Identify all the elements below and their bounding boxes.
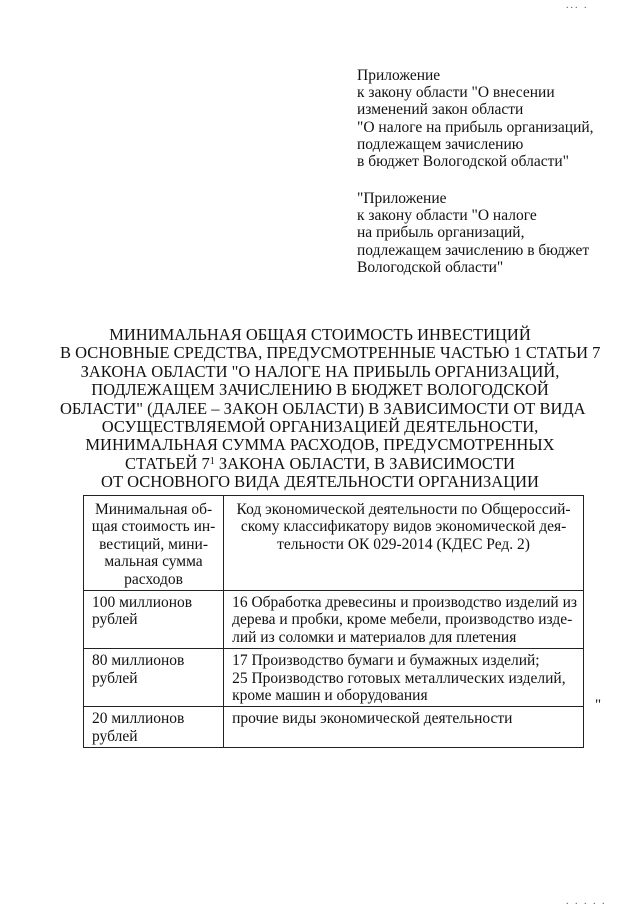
appendix-line: подлежащем зачислению в бюджет [357, 241, 590, 259]
cell-line: 25 Производство готовых металлических изделий, [232, 669, 566, 687]
appendix-line: изменений закон области [357, 101, 524, 119]
title-line: МИНИМАЛЬНАЯ СУММА РАСХОДОВ, ПРЕДУСМОТРЕННЫХ [85, 435, 555, 455]
superscript: 1 [209, 455, 215, 467]
amount-cell [84, 649, 224, 707]
cell-line: 16 Обработка древесины и производство изделий из [232, 594, 577, 612]
amount-cell [84, 591, 224, 649]
title-line: ЗАКОНА ОБЛАСТИ "О НАЛОГЕ НА ПРИБЫЛЬ ОРГАНИЗАЦИЙ, [80, 361, 560, 381]
investment-thresholds-table [83, 495, 584, 748]
appendix-line: Приложение [357, 67, 441, 84]
header-cell-amount [84, 496, 224, 591]
cell-line: рублей [92, 669, 138, 687]
appendix-line: "Приложение [357, 190, 447, 207]
table-row [84, 707, 584, 748]
activity-cell [224, 649, 584, 707]
appendix-line: Вологодской области" [357, 258, 504, 276]
cell-line: 100 миллионов [92, 594, 193, 612]
appendix-line: в бюджет Вологодской области" [357, 153, 570, 171]
title-text: ЗАКОНА ОБЛАСТИ, В ЗАВИСИМОСТИ [214, 453, 515, 473]
header-line: Код экономической деятельности по Общероссий- [236, 501, 571, 518]
cell-line: 20 миллионов [92, 710, 185, 728]
appendix-line: к закону области "О внесении [357, 84, 555, 102]
closing-quote-mark: " [595, 697, 602, 713]
title-line: ОСУЩЕСТВЛЯЕМОЙ ОРГАНИЗАЦИЕЙ ДЕЯТЕЛЬНОСТИ, [101, 417, 539, 437]
title-line: В ОСНОВНЫЕ СРЕДСТВА, ПРЕДУСМОТРЕННЫЕ ЧАСТЬЮ 1 СТАТЬИ 7 [60, 343, 601, 363]
appendix-line: "О налоге на прибыль организаций, [357, 118, 594, 136]
header-line: Минимальная об- [94, 501, 213, 518]
appendix-note-base-law [357, 190, 617, 276]
amount-cell [84, 707, 224, 748]
header-line: щая стоимость ин- [91, 518, 216, 536]
header-line: скому классификатору видов экономической дея- [240, 518, 567, 536]
appendix-line: к закону области "О налоге [357, 207, 537, 225]
title-line: ОТ ОСНОВНОГО ВИДА ДЕЯТЕЛЬНОСТИ ОРГАНИЗАЦИИ [101, 472, 539, 492]
cell-line: 17 Производство бумаги и бумажных изделий; [232, 652, 540, 670]
cell-line: прочие виды экономической деятельности [232, 710, 513, 728]
header-line: мальная сумма [104, 553, 203, 571]
cell-line: лий из соломки и материалов для плетения [232, 628, 517, 646]
cell-line: рублей [92, 727, 138, 745]
header-line: расходов [124, 570, 183, 588]
title-line: МИНИМАЛЬНАЯ ОБЩАЯ СТОИМОСТЬ ИНВЕСТИЦИЙ [109, 325, 531, 344]
table-row [84, 591, 584, 649]
table-header-row [84, 496, 584, 591]
appendix-line: на прибыль организаций, [357, 224, 525, 242]
appendix-note-amending-law [357, 67, 617, 170]
cell-line: рублей [92, 611, 138, 629]
activity-cell [224, 591, 584, 649]
table-row [84, 649, 584, 707]
scan-mark-top: ... . [566, 0, 589, 11]
cell-line: дерева и пробки, кроме мебели, производство изде- [232, 611, 573, 629]
header-line: тельности ОК 029-2014 (КДЕС Ред. 2) [277, 535, 530, 553]
cell-line: 80 миллионов [92, 652, 185, 670]
document-title [60, 325, 601, 492]
header-line: вестиций, мини- [99, 535, 209, 553]
title-line: ОБЛАСТИ" (ДАЛЕЕ – ЗАКОН ОБЛАСТИ) В ЗАВИСИМОСТИ ОТ ВИДА [60, 398, 586, 418]
title-line: ПОДЛЕЖАЩЕМ ЗАЧИСЛЕНИЮ В БЮДЖЕТ ВОЛОГОДСКОЙ [91, 380, 549, 400]
title-text: СТАТЬЕЙ 7 [125, 453, 210, 473]
appendix-line: подлежащем зачислению [357, 135, 524, 153]
header-cell-activity-code [224, 496, 584, 591]
activity-cell [224, 707, 584, 748]
title-line [60, 455, 580, 473]
scan-mark-bottom: . . . . . [566, 896, 607, 907]
cell-line: кроме машин и оборудования [232, 687, 428, 705]
